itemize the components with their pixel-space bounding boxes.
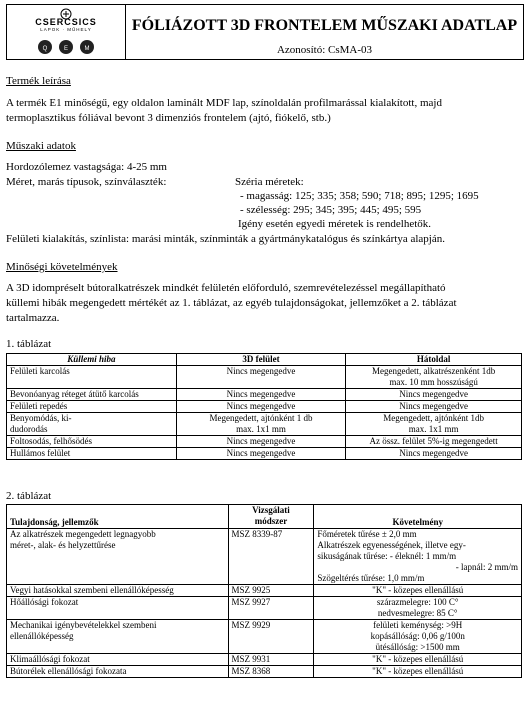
cell-line: Megengedett, ajtónként 1 db — [209, 413, 313, 423]
table-cell — [314, 620, 522, 654]
cell-line: nedvesmelegre: 85 C° — [377, 608, 458, 618]
table-row — [7, 620, 522, 654]
table-cell: MSZ 9931 — [228, 654, 314, 666]
table-cell — [7, 413, 177, 436]
header-line: módszer — [254, 516, 288, 526]
series-sizes-label: Széria méretek: — [235, 176, 304, 188]
series-height-row: - magasság: 125; 335; 358; 590; 718; 895; 1295; 1695 — [240, 190, 479, 202]
cell-line: szárazmelegre: 100 C° — [376, 597, 459, 607]
table-cell: Felületi karcolás — [7, 366, 177, 389]
table-visual-defects — [6, 353, 522, 460]
column-header — [228, 505, 314, 529]
logo-brand: CSERCSICS — [35, 17, 97, 27]
cell-line: Megengedett, alkatrészenként 1db — [372, 366, 496, 376]
cell-line: Megengedett, ajtónként 1db — [383, 413, 485, 423]
quality-text-line: küllemi hibák megengedett mértékét az 1. táblázat, az egyéb tulajdonságokat, jellemzőket a 2. táblázat — [6, 297, 457, 309]
table-cell — [7, 620, 229, 654]
table-cell: MSZ 8339-87 — [228, 529, 314, 585]
table-properties — [6, 504, 522, 678]
table1-caption: 1. táblázat — [6, 338, 52, 350]
table-cell: MSZ 9929 — [228, 620, 314, 654]
cell-line: ellenállóképesség — [10, 631, 74, 641]
table-cell: Hullámos felület — [7, 448, 177, 460]
table-row — [7, 529, 522, 585]
cell-line: sikuságának tűrése: - éleknél: 1 mm/m — [317, 551, 457, 561]
table-cell: Az össz. felület 5%-ig megengedett — [346, 436, 522, 448]
table-cell: MSZ 8368 — [228, 666, 314, 678]
table-row — [7, 389, 522, 401]
quality-text-line: tartalmazza. — [6, 312, 60, 324]
cell-line: max. 10 mm hosszúságú — [389, 377, 478, 387]
table-cell: Bútorélek ellenállósági fokozata — [7, 666, 229, 678]
table-cell: Nincs megengedve — [346, 401, 522, 413]
table-row — [7, 585, 522, 597]
table-row — [7, 666, 522, 678]
cell-line: max. 1x1 mm — [236, 424, 286, 434]
table-cell: Bevonóanyag réteget átütő karcolás — [7, 389, 177, 401]
table-cell: MSZ 9927 — [228, 597, 314, 620]
svg-text:M: M — [84, 46, 90, 52]
table-cell: Nincs megengedve — [346, 448, 522, 460]
table2-caption: 2. táblázat — [6, 490, 52, 502]
table-cell: "K" - közepes ellenállású — [314, 654, 522, 666]
cell-line: felületi keménység: >9H — [373, 620, 463, 630]
table-cell — [7, 529, 229, 585]
header-line: Vizsgálati — [252, 505, 290, 515]
table-cell: Nincs megengedve — [346, 389, 522, 401]
custom-size-note: Igény esetén egyedi méretek is rendelhetők. — [238, 218, 432, 230]
cell-line: Az alkatrészek megengedett legnagyobb — [10, 529, 156, 539]
column-header: Követelmény — [314, 505, 522, 529]
table-cell: Klimaállósági fokozat — [7, 654, 229, 666]
table-header-row — [7, 505, 522, 529]
surface-finish-note: Felületi kialakítás, színlista: marási minták, színminták a gyártmánykatalógus és színkártya alapján. — [6, 233, 445, 245]
section-heading-product-description: Termék leírása — [6, 75, 71, 87]
document-id: Azonosító: CsMA-03 — [276, 44, 373, 56]
table-cell — [314, 529, 522, 585]
table-header-row — [7, 354, 522, 366]
table-cell: Nincs megengedve — [176, 389, 346, 401]
table-cell: "K" - közepes ellenállású — [314, 666, 522, 678]
company-logo — [7, 5, 126, 59]
table-row — [7, 448, 522, 460]
table-row — [7, 654, 522, 666]
cell-line: Főméretek tűrése ± 2,0 mm — [317, 529, 417, 539]
table-row — [7, 597, 522, 620]
logo-tagline: LAPOK · MŰHELY — [40, 27, 92, 32]
table-cell: Hőállósági fokozat — [7, 597, 229, 620]
table-row — [7, 366, 522, 389]
table-cell: Vegyi hatásokkal szembeni ellenállóképesség — [7, 585, 229, 597]
svg-text:Q: Q — [42, 46, 48, 52]
table-row — [7, 401, 522, 413]
table-cell: "K" - közepes ellenállású — [314, 585, 522, 597]
cell-line: Alkatrészek egyenességének, illetve egy- — [317, 540, 466, 550]
size-label: Méret, marás típusok, színválaszték: — [6, 176, 167, 188]
table-cell — [346, 366, 522, 389]
table-row — [7, 436, 522, 448]
table-cell: Nincs megengedve — [176, 366, 346, 389]
product-description-line: A termék E1 minőségű, egy oldalon laminált MDF lap, színoldalán profilmarással kialakított, majd — [6, 97, 442, 109]
cell-line: méret-, alak- és helyzettűrése — [10, 540, 116, 550]
table-cell — [314, 597, 522, 620]
table-cell: Nincs megengedve — [176, 436, 346, 448]
quality-text-line: A 3D idompréselt bútoralkatrészek mindkét felületén előforduló, szemrevételezéssel megállapítható — [6, 282, 446, 294]
section-heading-quality: Minőségi követelmények — [6, 261, 118, 273]
table-cell: Felületi repedés — [7, 401, 177, 413]
cell-line: max. 1x1 mm — [408, 424, 459, 434]
logo-graphic — [7, 5, 125, 59]
board-thickness: Hordozólemez vastagsága: 4-25 mm — [6, 161, 167, 173]
table-cell: MSZ 9925 — [228, 585, 314, 597]
product-description-line: termoplasztikus fóliával bevont 3 dimenziós frontelem (ajtó, fiókelő, stb.) — [6, 112, 331, 124]
document-header — [6, 4, 524, 60]
cell-line: ütésállóság: >1500 mm — [375, 642, 460, 652]
svg-text:E: E — [63, 46, 69, 52]
column-header: Küllemi hiba — [7, 354, 177, 366]
table-cell — [176, 413, 346, 436]
table-cell: Nincs megengedve — [176, 448, 346, 460]
column-header: 3D felület — [176, 354, 346, 366]
table-cell: Nincs megengedve — [176, 401, 346, 413]
cell-line: Szögeltérés tűrése: 1,0 mm/m — [317, 573, 425, 583]
cell-line: Benyomódás, ki- — [10, 413, 72, 423]
cell-line: Mechanikai igénybevételekkel szembeni — [10, 620, 157, 630]
column-header: Hátoldal — [346, 354, 522, 366]
column-header: Tulajdonság, jellemzők — [7, 505, 229, 529]
table-cell: Foltosodás, felhősödés — [7, 436, 177, 448]
section-heading-technical-data: Műszaki adatok — [6, 140, 76, 152]
cell-line: dudorodás — [10, 424, 48, 434]
cell-line: - lapnál: 2 mm/m — [455, 562, 518, 572]
cell-line: kopásállóság: 0,06 g/100n — [370, 631, 465, 641]
series-width-row: - szélesség: 295; 345; 395; 445; 495; 595 — [240, 204, 422, 216]
page-title: FÓLIÁZOTT 3D FRONTELEM MŰSZAKI ADATLAP — [131, 17, 518, 34]
table-cell — [346, 413, 522, 436]
table-row — [7, 413, 522, 436]
